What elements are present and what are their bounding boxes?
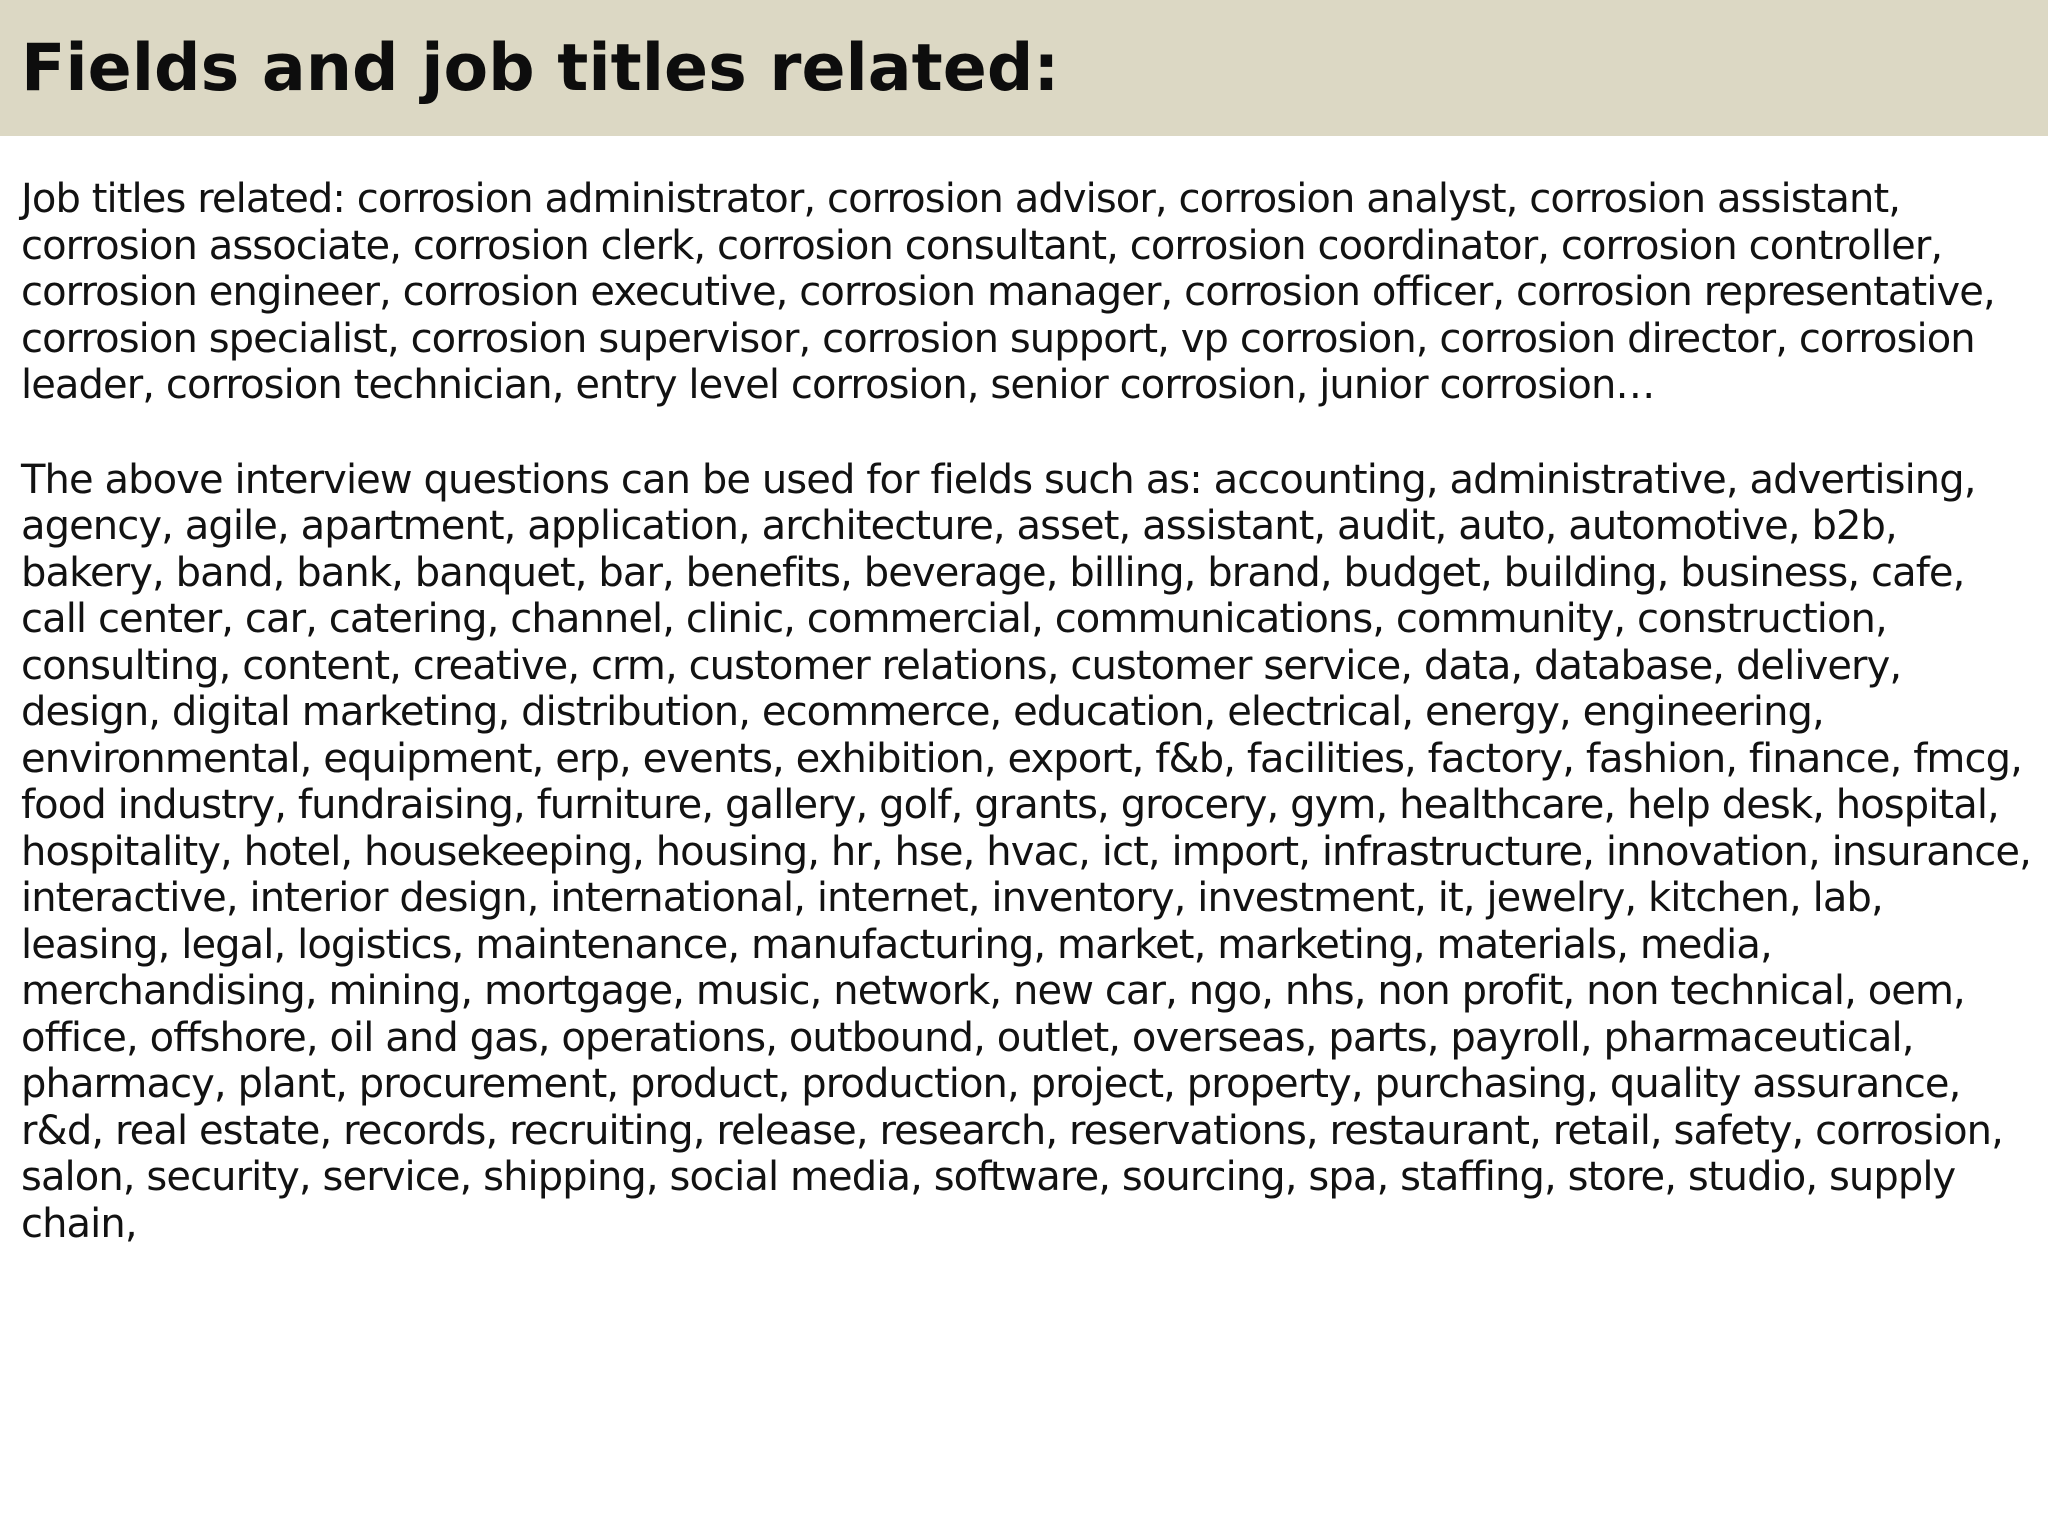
paragraph-spacer [21, 409, 2031, 457]
job-titles-paragraph: Job titles related: corrosion administrator, corrosion advisor, corrosion analyst, corrosion assistant, corrosion associate, corrosion clerk, corrosion consultant, corrosion coordinator, corrosion controller, corrosion engineer, corrosion executive, corrosion manager, corrosion officer, corrosion representative, corrosion specialist, corrosion supervisor, corrosion support, vp corrosion, corrosion director, corrosion leader, corrosion technician, entry level corrosion, senior corrosion, junior corrosion… [21, 176, 1995, 408]
slide-title: Fields and job titles related: [21, 31, 1060, 106]
header-bar [0, 0, 2048, 136]
fields-paragraph: The above interview questions can be used for fields such as: accounting, administrative, advertising, agency, agile, apartment, application, architecture, asset, assistant, audit, auto, automotive, b2b, bakery, band, bank, banquet, bar, benefits, beverage, billing, brand, budget, building, business, cafe, call center, car, catering, channel, clinic, commercial, communications, community, construction, consulting, content, creative, crm, customer relations, customer service, data, database, delivery, design, digital marketing, distribution, ecommerce, education, electrical, energy, engineering, environmental, equipment, erp, events, exhibition, export, f&b, facilities, factory, fashion, finance, fmcg, food industry, fundraising, furniture, gallery, golf, grants, grocery, gym, healthcare, help desk, hospital, hospitality, hotel, housekeeping, housing, hr, hse, hvac, ict, import, infrastructure, innovation, insurance, interactive, interior design, international, internet, inventory, investment, it, jewelry, kitchen, lab, leasing, legal, logistics, maintenance, manufacturing, market, marketing, materials, media, merchandising, mining, mortgage, music, network, new car, ngo, nhs, non profit, non technical, oem, office, offshore, oil and gas, operations, outbound, outlet, overseas, parts, payroll, pharmaceutical, pharmacy, plant, procurement, product, production, project, property, purchasing, quality assurance, r&d, real estate, records, recruiting, release, research, reservations, restaurant, retail, safety, corrosion, salon, security, service, shipping, social media, software, sourcing, spa, staffing, store, studio, supply chain, [21, 456, 2031, 1247]
slide-body [21, 176, 2031, 1247]
